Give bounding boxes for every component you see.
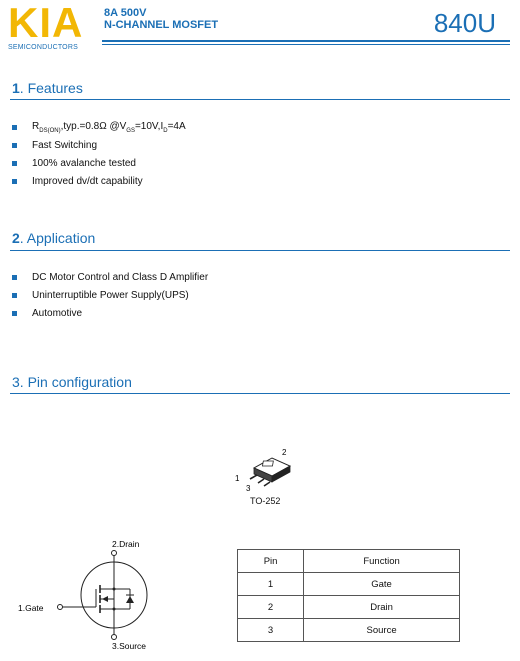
bullet-icon [12, 293, 17, 298]
application-rule [10, 250, 510, 251]
header-spec [104, 7, 218, 31]
logo-subtitle: SEMICONDUCTORS [8, 44, 78, 51]
spec-line-1: 8A 500V [104, 7, 147, 19]
schem-gate-label: 1.Gate [18, 603, 44, 613]
application-list [12, 268, 208, 322]
table-row: 1 Gate [238, 573, 460, 596]
pin-config-rule [10, 393, 510, 394]
package-label: TO-252 [250, 496, 281, 506]
list-item: Improved dv/dt capability [12, 172, 186, 190]
company-logo [8, 2, 88, 51]
list-item: Automotive [12, 304, 208, 322]
features-number: 1 [12, 80, 20, 96]
application-title [12, 230, 95, 246]
pkg-pin-3: 3 [246, 484, 251, 493]
list-item: DC Motor Control and Class D Amplifier [12, 268, 208, 286]
header-rule [102, 40, 510, 42]
spec-line-2: N-CHANNEL MOSFET [104, 19, 219, 31]
table-row: 3 Source [238, 619, 460, 642]
header-pin: Pin [238, 550, 304, 573]
bullet-icon [12, 161, 17, 166]
features-title [12, 80, 83, 96]
bullet-icon [12, 125, 17, 130]
features-rule [10, 99, 510, 100]
bullet-icon [12, 143, 17, 148]
header-rule-thin [102, 44, 510, 45]
pin-table [237, 549, 460, 642]
list-item: Fast Switching [12, 136, 186, 154]
application-number: 2 [12, 230, 20, 246]
list-item [12, 118, 186, 136]
features-list [12, 118, 186, 190]
part-number: 840U [433, 8, 496, 38]
table-row: 2 Drain [238, 596, 460, 619]
pin-config-title: 3. Pin configuration [12, 374, 132, 390]
table-header-row [238, 550, 460, 573]
bullet-icon [12, 275, 17, 280]
mosfet-schematic-icon [14, 537, 174, 655]
bullet-icon [12, 179, 17, 184]
list-item: Uninterruptible Power Supply(UPS) [12, 286, 208, 304]
pkg-pin-2: 2 [282, 448, 287, 457]
pkg-pin-1: 1 [235, 474, 240, 483]
schem-drain-label: 2.Drain [112, 539, 140, 549]
list-item: 100% avalanche tested [12, 154, 186, 172]
schem-source-label: 3.Source [112, 641, 147, 651]
bullet-icon [12, 311, 17, 316]
logo-text: KIA [8, 0, 84, 46]
feature-rdson: $R_{DS(ON)},typ.=0.8\Omega$ $@V_{GS}=10V,I_D=4A$ [32, 120, 186, 134]
header-function: Function [304, 550, 460, 573]
application-title-text: . Application [19, 230, 96, 246]
features-title-text: . Features [19, 80, 83, 96]
